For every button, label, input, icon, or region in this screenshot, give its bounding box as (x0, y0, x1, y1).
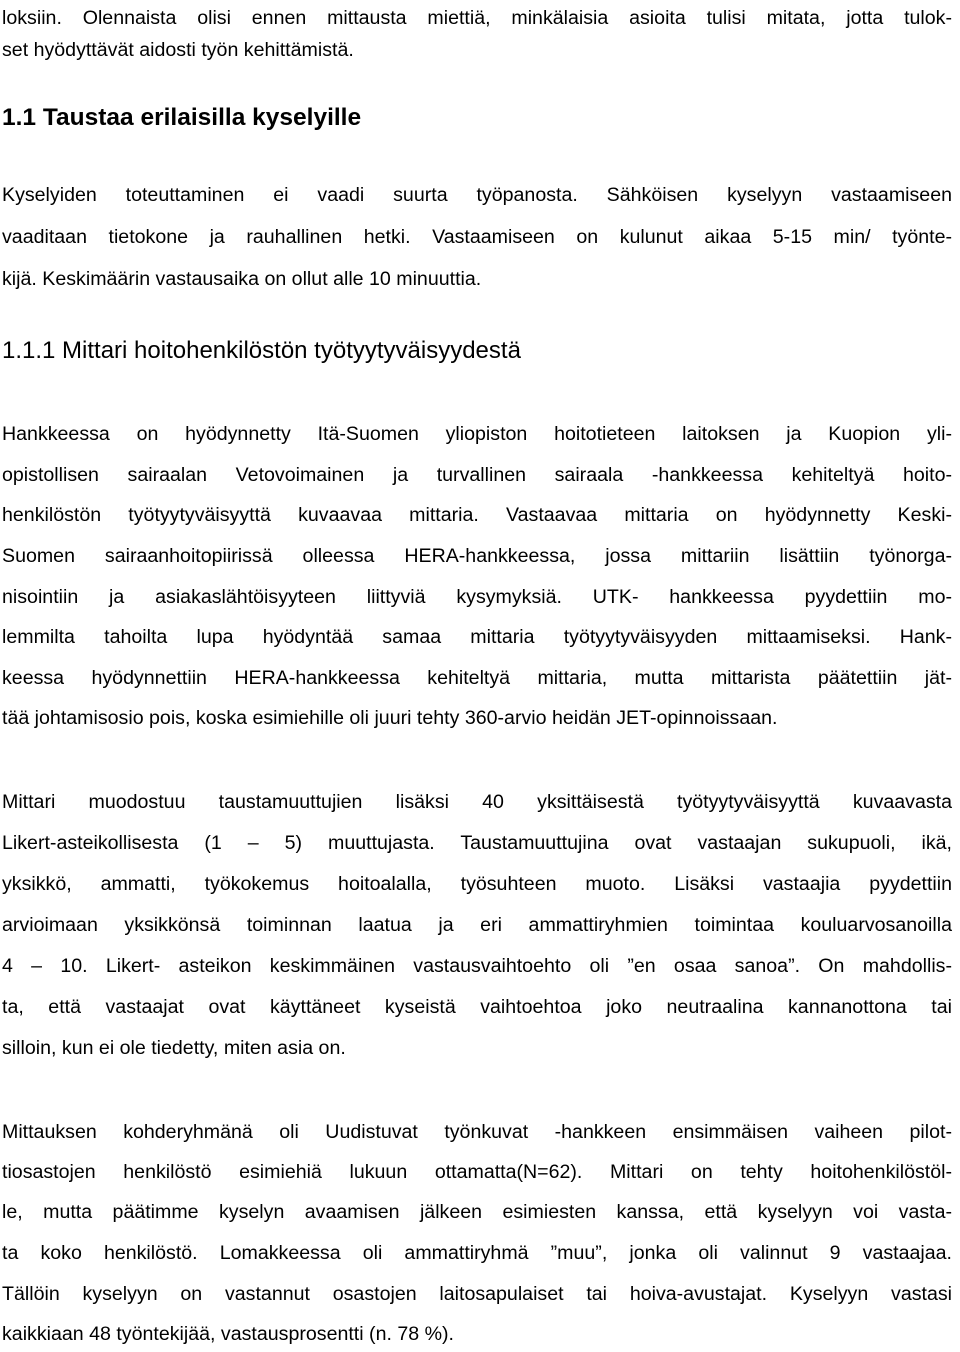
body-text-line: opistollisen sairaalan Vetovoimainen ja turvallinen sairaala -hankkeessa kehiteltyä hoito- (2, 464, 952, 486)
body-text-line: ta, että vastaajat ovat käyttäneet kyseistä vaihtoehtoa joko neutraalina kannanottona tai (2, 996, 952, 1018)
subsection-heading: 1.1.1 Mittari hoitohenkilöstön työtyytyväisyydestä (2, 337, 521, 364)
body-text-line: keessa hyödynnettiin HERA-hankkeessa kehiteltyä mittaria, mutta mittarista päätettiin jät- (2, 667, 952, 689)
section-heading: 1.1 Taustaa erilaisilla kyselyille (2, 104, 362, 131)
body-text-line: ta koko henkilöstö. Lomakkeessa oli ammattiryhmä ”muu”, jonka oli valinnut 9 vastaajaa. (2, 1242, 952, 1264)
body-text-line: 4 – 10. Likert- asteikon keskimmäinen vastausvaihtoehto oli ”en osaa sanoa”. On mahdollis- (2, 955, 952, 977)
body-text-line: Likert-asteikollisesta (1 – 5) muuttujasta. Taustamuuttujina ovat vastaajan sukupuoli, ikä, (2, 832, 952, 854)
body-text-line: henkilöstön työtyytyväisyyttä kuvaavaa mittaria. Vastaavaa mittaria on hyödynnetty Keski- (2, 504, 952, 526)
body-text-line: loksiin. Olennaista olisi ennen mittausta miettiä, minkälaisia asioita tulisi mitata, jotta tulok- (2, 7, 952, 29)
body-text-line: arvioimaan yksikkönsä toiminnan laatua ja eri ammattiryhmien toimintaa kouluarvosanoilla (2, 914, 952, 936)
body-text-line: silloin, kun ei ole tiedetty, miten asia on. (2, 1037, 346, 1059)
body-text-line: kaikkiaan 48 työntekijää, vastausprosentti (n. 78 %). (2, 1323, 454, 1345)
body-text-line: vaaditaan tietokone ja rauhallinen hetki. Vastaamiseen on kulunut aikaa 5-15 min/ työnte- (2, 226, 952, 248)
body-text-line: Mittari muodostuu taustamuuttujien lisäksi 40 yksittäisestä työtyytyväisyyttä kuvaavasta (2, 791, 952, 813)
body-text-line: Suomen sairaanhoitopiirissä olleessa HERA-hankkeessa, jossa mittariin lisättiin työnorga- (2, 545, 952, 567)
body-text-line: nisointiin ja asiakaslähtöisyyteen liittyviä kysymyksiä. UTK- hankkeessa pyydettiin mo- (2, 586, 952, 608)
body-text-line: Mittauksen kohderyhmänä oli Uudistuvat työnkuvat -hankkeen ensimmäisen vaiheen pilot- (2, 1121, 952, 1143)
body-text-line: Hankkeessa on hyödynnetty Itä-Suomen yliopiston hoitotieteen laitoksen ja Kuopion yli- (2, 423, 952, 445)
body-text-line: tiosastojen henkilöstö esimiehiä lukuun ottamatta(N=62). Mittari on tehty hoitohenkilöstöl- (2, 1161, 952, 1183)
body-text-line: le, mutta päätimme kyselyn avaamisen jälkeen esimiesten kanssa, että kyselyyn voi vasta- (2, 1201, 952, 1223)
body-text-line: tää johtamisosio pois, koska esimiehille oli juuri tehty 360-arvio heidän JET-opinnoissaan. (2, 707, 778, 729)
body-text-line: yksikkö, ammatti, työkokemus hoitoalalla, työsuhteen muoto. Lisäksi vastaajia pyydettiin (2, 873, 952, 895)
body-text-line: Tällöin kyselyyn on vastannut osastojen laitosapulaiset tai hoiva-avustajat. Kyselyyn vastasi (2, 1283, 952, 1305)
body-text-line: kijä. Keskimäärin vastausaika on ollut alle 10 minuuttia. (2, 268, 482, 290)
body-text-line: lemmilta tahoilta lupa hyödyntää samaa mittaria työtyytyväisyyden mittaamiseksi. Hank- (2, 626, 952, 648)
body-text-line: set hyödyttävät aidosti työn kehittämistä. (2, 39, 354, 61)
body-text-line: Kyselyiden toteuttaminen ei vaadi suurta työpanosta. Sähköisen kyselyyn vastaamiseen (2, 184, 952, 206)
